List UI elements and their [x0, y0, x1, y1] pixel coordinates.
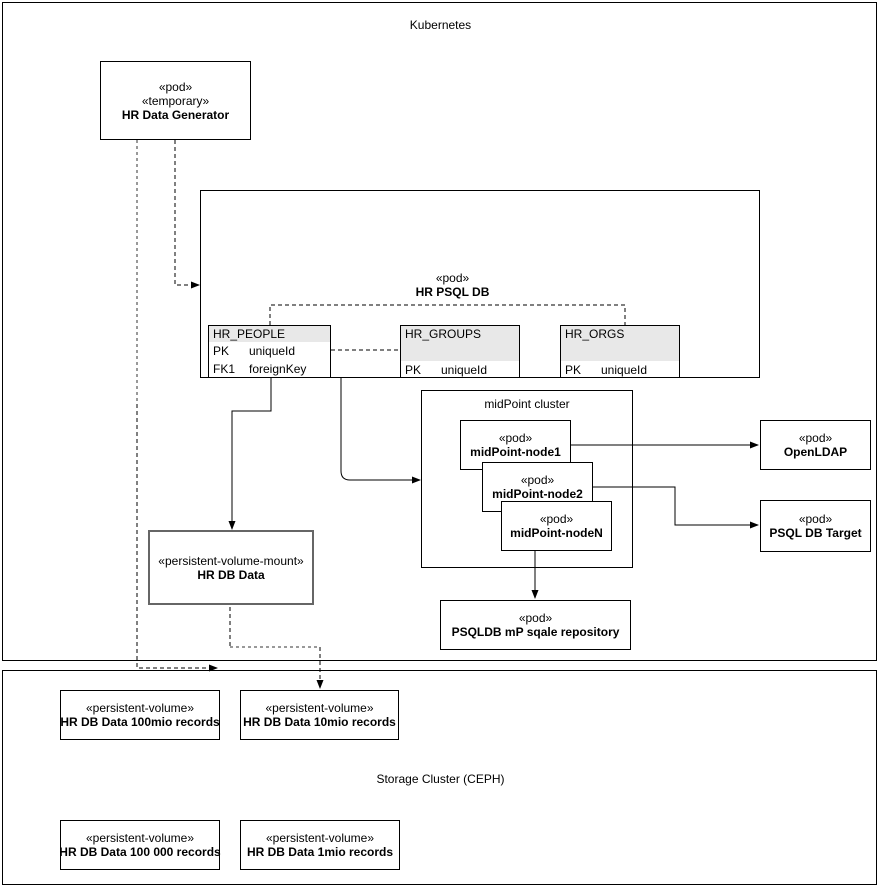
pod-stereotype: «pod»	[520, 473, 555, 487]
psqldb-repo-node	[440, 600, 631, 650]
pod-stereotype: «pod»	[798, 431, 833, 445]
value-cell: uniqueId	[441, 363, 488, 377]
hr-orgs-table-header: HR_ORGS	[561, 326, 679, 361]
hr-groups-table-header: HR_GROUPS	[401, 326, 519, 361]
table-row	[209, 360, 330, 378]
key-cell: PK	[565, 363, 582, 377]
pv-100k-name: HR DB Data 100 000 records	[59, 845, 221, 859]
hr-people-table-header: HR_PEOPLE	[209, 326, 330, 342]
psql-db-target-name: PSQL DB Target	[769, 526, 862, 540]
pod-stereotype: «pod»	[498, 431, 533, 445]
value-cell: foreignKey	[249, 362, 307, 376]
pod-stereotype: «pod»	[435, 271, 470, 285]
pv-1mio-node	[240, 820, 400, 870]
value-cell: uniqueId	[601, 363, 648, 377]
midpoint-nodeN	[501, 501, 612, 551]
pod-stereotype: «pod»	[539, 512, 574, 526]
storage-cluster-label: Storage Cluster (CEPH)	[376, 772, 505, 786]
midpoint-nodeN-name: midPoint-nodeN	[510, 526, 603, 540]
persistent-volume-stereotype: «persistent-volume»	[265, 831, 375, 845]
hr-db-data-name: HR DB Data	[197, 567, 265, 582]
pv-10mio-node	[240, 690, 399, 740]
pod-stereotype: «pod»	[158, 79, 193, 94]
hr-data-generator-node	[100, 61, 251, 140]
pod-stereotype: «pod»	[798, 512, 833, 526]
key-cell: PK	[405, 363, 422, 377]
midpoint-cluster-label: midPoint cluster	[484, 397, 570, 411]
kubernetes-frame-label: Kubernetes	[409, 18, 472, 32]
value-cell: uniqueId	[249, 344, 296, 358]
persistent-volume-mount-stereotype: «persistent-volume-mount»	[158, 553, 304, 568]
pod-stereotype: «pod»	[518, 611, 553, 625]
midpoint-node1-name: midPoint-node1	[470, 445, 561, 459]
openldap-name: OpenLDAP	[783, 445, 848, 459]
pv-100mio-name: HR DB Data 100mio records	[60, 715, 220, 729]
hr-db-data-mount-node	[148, 530, 314, 605]
key-cell: FK1	[213, 362, 236, 376]
psql-db-target-node	[760, 500, 871, 552]
persistent-volume-stereotype: «persistent-volume»	[85, 701, 195, 715]
hr-data-generator-name: HR Data Generator	[121, 107, 230, 122]
openldap-node	[760, 420, 871, 470]
table-row	[561, 361, 679, 378]
temporary-stereotype: «temporary»	[141, 93, 210, 108]
pv-10mio-name: HR DB Data 10mio records	[243, 715, 396, 729]
key-cell: PK	[213, 344, 230, 358]
hr-psql-db-name: HR PSQL DB	[415, 285, 490, 299]
psqldb-repo-name: PSQLDB mP sqale repository	[451, 625, 620, 639]
pv-100mio-node	[60, 690, 220, 740]
pv-1mio-name: HR DB Data 1mio records	[246, 845, 394, 859]
persistent-volume-stereotype: «persistent-volume»	[85, 831, 195, 845]
table-row	[209, 342, 330, 360]
midpoint-node2-name: midPoint-node2	[492, 487, 583, 501]
hr-people-table	[208, 325, 331, 378]
hr-psql-db-label	[380, 271, 525, 299]
hr-orgs-table	[560, 325, 680, 378]
table-row	[401, 361, 519, 378]
persistent-volume-stereotype: «persistent-volume»	[265, 701, 374, 715]
hr-groups-table	[400, 325, 520, 378]
pv-100k-node	[60, 820, 220, 870]
